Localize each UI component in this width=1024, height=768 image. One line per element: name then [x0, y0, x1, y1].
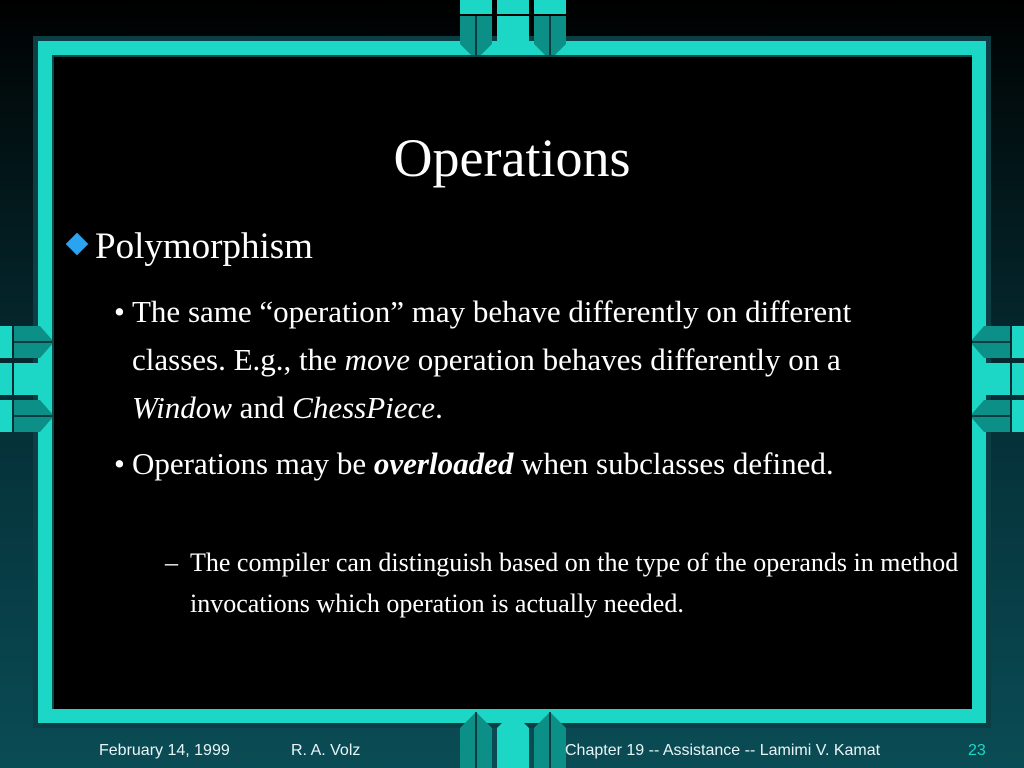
sub-bullet-overloaded-text [114, 440, 914, 488]
footer-author: R. A. Volz [291, 742, 361, 759]
footer-date: February 14, 1999 [99, 742, 230, 759]
text-segment: Operations may be [132, 446, 374, 481]
bullet-dot-icon: • [114, 446, 125, 481]
dash-icon: – [165, 548, 178, 577]
sub-bullet-operation-behaviour-text [114, 288, 934, 432]
term-window: Window [132, 390, 232, 425]
bullet-polymorphism [65, 224, 313, 270]
right-chevron-ornament-icon [968, 324, 1024, 436]
text-segment: . [435, 390, 443, 425]
text-segment: operation behaves differently on a [410, 342, 841, 377]
text-segment: The same “operation” may behave differently on different classes. E.g., the [132, 294, 852, 377]
term-chesspiece: ChessPiece [292, 390, 436, 425]
footer-page-number: 23 [968, 742, 986, 759]
text-segment: and [231, 390, 293, 425]
term-move: move [344, 342, 411, 377]
slide-title: Operations [393, 128, 631, 188]
diamond-icon [66, 233, 89, 256]
bullet-polymorphism-text: Polymorphism [95, 226, 313, 267]
top-chevron-ornament-icon [458, 0, 568, 62]
sub-sub-bullet-compiler [165, 542, 965, 624]
sub-bullet-operation-behaviour [114, 288, 934, 432]
footer-chapter: Chapter 19 -- Assistance -- Lamimi V. Kamat [565, 742, 881, 759]
term-overloaded: overloaded [373, 446, 514, 481]
left-chevron-ornament-icon [0, 324, 56, 436]
sub-bullet-overloaded [114, 440, 914, 488]
bottom-chevron-ornament-icon [458, 708, 568, 768]
text-segment: when subclasses defined. [513, 446, 834, 481]
bullet-dot-icon: • [114, 294, 125, 329]
sub-sub-bullet-compiler-text: The compiler can distinguish based on the type of the operands in method invocations which operation is actually needed. [190, 548, 959, 618]
